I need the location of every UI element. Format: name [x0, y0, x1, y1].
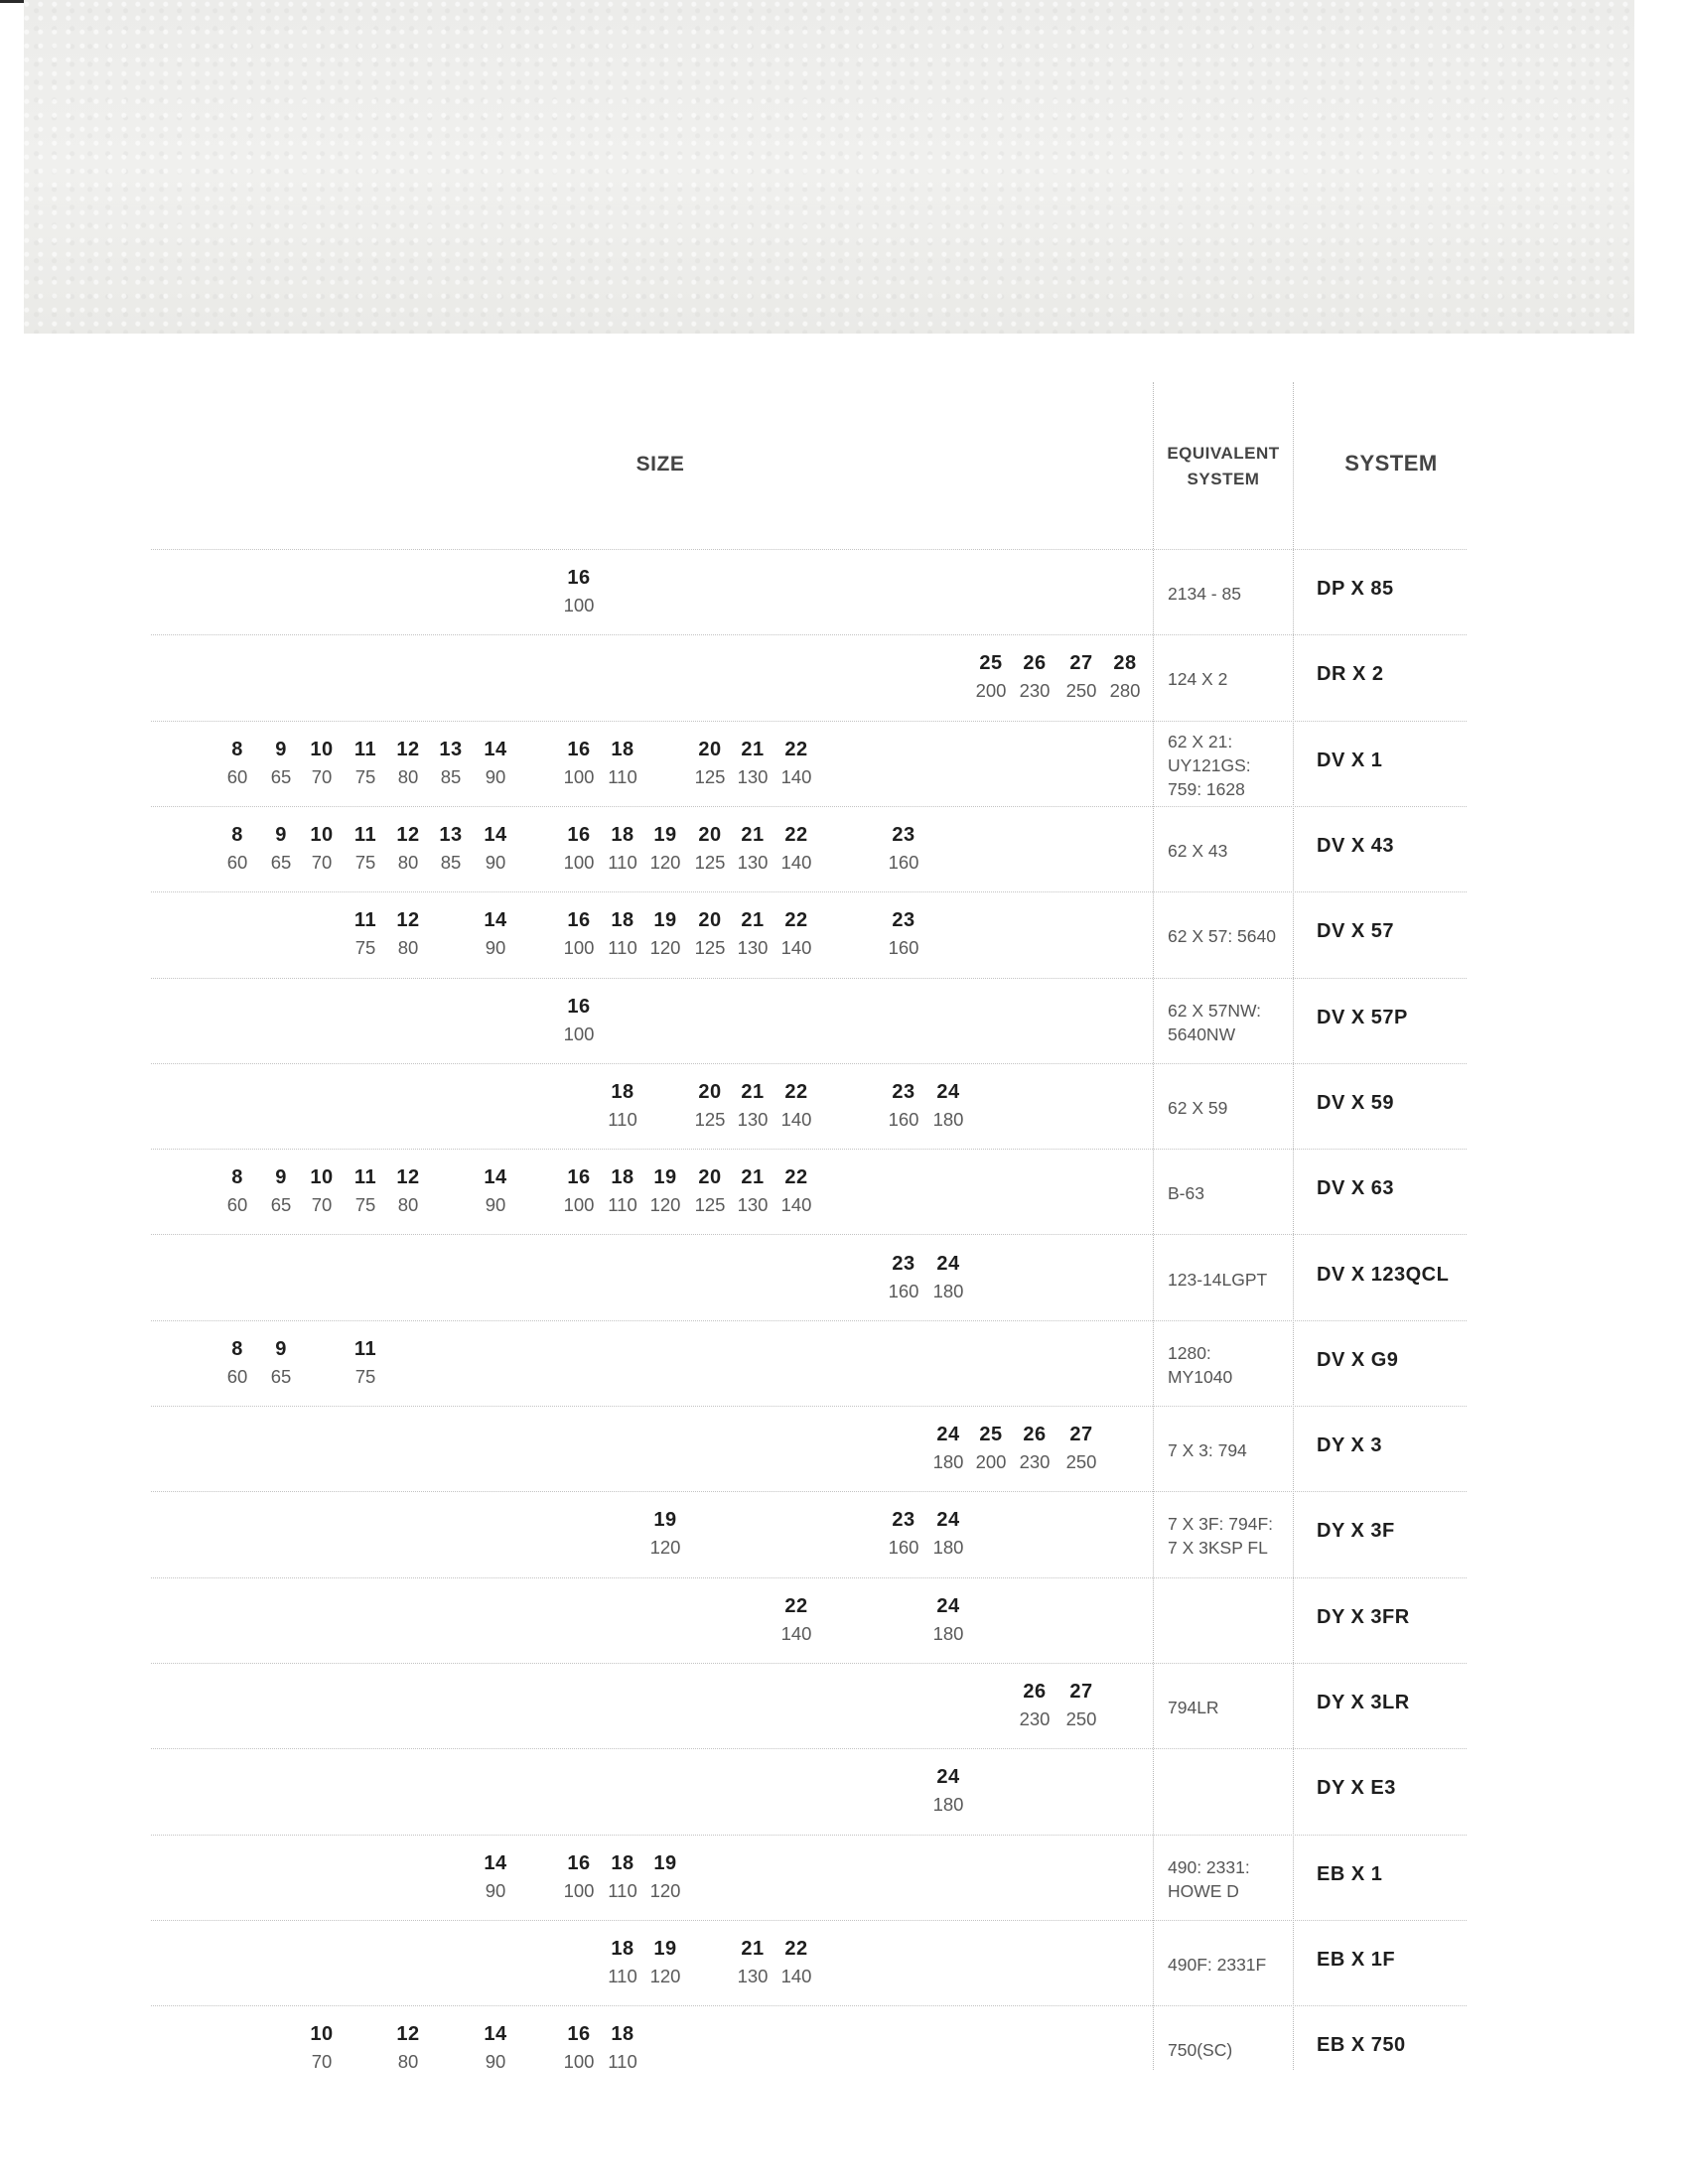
size-number: 18 [611, 1166, 634, 1189]
row-separator [151, 1491, 1467, 1492]
row-separator [151, 549, 1467, 550]
equivalent-line: 62 X 43 [1168, 841, 1228, 862]
size-number: 18 [611, 909, 634, 932]
equivalent-line: 490F: 2331F [1168, 1954, 1267, 1975]
size-cell [469, 910, 522, 958]
size-cell [596, 1082, 649, 1130]
size-metric: 110 [608, 852, 637, 874]
size-number: 16 [567, 909, 591, 932]
size-metric: 130 [737, 765, 769, 787]
system-cell: DV X 57P [1317, 1006, 1408, 1028]
size-cell [552, 997, 606, 1044]
size-cell [638, 1853, 692, 1901]
size-number: 11 [353, 1337, 377, 1360]
size-number: 18 [611, 738, 634, 760]
size-number: 16 [567, 1166, 591, 1189]
size-number: 21 [741, 1937, 765, 1960]
size-cell [921, 1254, 975, 1301]
size-cell [770, 740, 823, 787]
equivalent-system-cell [1168, 1512, 1295, 1560]
equivalent-line: 2134 - 85 [1168, 584, 1241, 605]
size-metric: 125 [694, 937, 726, 959]
size-metric: 65 [270, 1194, 292, 1216]
size-cell [638, 1939, 692, 1986]
row-separator [151, 1577, 1467, 1578]
size-metric: 110 [608, 1108, 637, 1130]
row-separator [151, 1320, 1467, 1321]
header-system: SYSTEM [1344, 451, 1438, 476]
equivalent-line: MY1040 [1168, 1366, 1233, 1387]
size-number: 21 [741, 738, 765, 760]
size-cell [770, 1596, 823, 1644]
size-metric: 130 [737, 937, 769, 959]
size-number: 12 [396, 909, 420, 932]
size-metric: 100 [563, 2051, 595, 2073]
size-metric: 160 [888, 1280, 919, 1301]
size-metric: 180 [932, 1280, 964, 1301]
size-metric: 90 [485, 1194, 506, 1216]
system-cell: DP X 85 [1317, 578, 1394, 601]
size-metric: 85 [440, 852, 462, 874]
size-number: 21 [741, 1080, 765, 1103]
size-metric: 110 [608, 1879, 637, 1901]
size-cell [921, 1082, 975, 1130]
size-number: 28 [1113, 652, 1137, 675]
system-cell: DV X 43 [1317, 835, 1394, 858]
row-separator [151, 806, 1467, 807]
equivalent-line: 750(SC) [1168, 2040, 1233, 2061]
size-cell [254, 1339, 308, 1387]
equivalent-line: 7 X 3F: 794F: [1168, 1514, 1274, 1535]
size-metric: 75 [354, 852, 376, 874]
size-cell [638, 1510, 692, 1558]
system-cell: DY X 3LR [1317, 1692, 1410, 1714]
size-metric: 125 [694, 1108, 726, 1130]
system-cell: DV X G9 [1317, 1348, 1399, 1371]
equivalent-line: 7 X 3KSP FL [1168, 1538, 1268, 1559]
equivalent-line: 490: 2331: [1168, 1856, 1250, 1877]
row-separator [151, 1920, 1467, 1921]
size-metric: 160 [888, 1108, 919, 1130]
size-number: 22 [784, 738, 808, 760]
equivalent-line: HOWE D [1168, 1880, 1239, 1901]
size-number: 14 [484, 909, 507, 932]
row-separator [151, 1063, 1467, 1064]
size-metric: 230 [1019, 680, 1051, 702]
size-number: 22 [784, 1937, 808, 1960]
size-metric: 140 [780, 765, 812, 787]
size-metric: 70 [311, 765, 333, 787]
size-number: 20 [698, 738, 722, 760]
size-metric: 140 [780, 937, 812, 959]
size-metric: 110 [608, 1965, 637, 1986]
size-metric: 60 [226, 1365, 248, 1387]
size-metric: 80 [397, 1194, 419, 1216]
size-metric: 100 [563, 937, 595, 959]
size-metric: 100 [563, 595, 595, 616]
size-metric: 110 [608, 765, 637, 787]
size-cell [770, 1939, 823, 1986]
size-number: 16 [567, 2023, 591, 2046]
size-number: 26 [1023, 1424, 1047, 1446]
size-number: 16 [567, 738, 591, 760]
size-number: 25 [979, 652, 1003, 675]
size-number: 21 [741, 1166, 765, 1189]
size-number: 12 [396, 2023, 420, 2046]
size-number: 23 [892, 909, 915, 932]
size-number: 14 [484, 738, 507, 760]
size-metric: 80 [397, 2051, 419, 2073]
size-metric: 130 [737, 1194, 769, 1216]
size-metric: 160 [888, 1537, 919, 1559]
size-number: 8 [231, 1337, 243, 1360]
size-metric: 90 [485, 1879, 506, 1901]
size-cell [381, 2024, 435, 2072]
size-cell [552, 568, 606, 615]
equivalent-line: 123-14LGPT [1168, 1269, 1268, 1290]
row-separator [151, 1149, 1467, 1150]
size-metric: 125 [694, 765, 726, 787]
equivalent-system-cell [1168, 667, 1295, 691]
size-metric: 65 [270, 765, 292, 787]
size-number: 14 [484, 1851, 507, 1874]
size-cell [877, 910, 930, 958]
size-metric: 160 [888, 852, 919, 874]
size-number: 19 [653, 1166, 677, 1189]
equivalent-system-cell [1168, 1181, 1295, 1205]
equivalent-system-cell [1168, 1438, 1295, 1462]
size-metric: 130 [737, 1108, 769, 1130]
size-number: 22 [784, 1594, 808, 1617]
equivalent-line: 62 X 21: [1168, 731, 1233, 751]
equivalent-system-cell [1168, 2038, 1295, 2062]
size-number: 8 [231, 1166, 243, 1189]
size-metric: 120 [649, 1965, 681, 1986]
size-number: 8 [231, 824, 243, 847]
size-number: 9 [275, 824, 287, 847]
size-cell [1098, 653, 1152, 701]
equivalent-system-cell [1168, 1341, 1295, 1389]
size-number: 21 [741, 824, 765, 847]
system-cell: EB X 750 [1317, 2034, 1406, 2057]
row-separator [151, 1234, 1467, 1235]
size-metric: 180 [932, 1108, 964, 1130]
size-number: 24 [936, 1252, 960, 1275]
size-metric: 60 [226, 1194, 248, 1216]
size-cell [381, 910, 435, 958]
size-number: 19 [653, 909, 677, 932]
size-number: 24 [936, 1424, 960, 1446]
size-metric: 100 [563, 1023, 595, 1044]
row-separator [151, 1748, 1467, 1749]
equivalent-system-cell [1168, 924, 1295, 948]
equivalent-line: 7 X 3: 794 [1168, 1440, 1247, 1461]
row-separator [151, 721, 1467, 722]
size-number: 20 [698, 909, 722, 932]
size-metric: 90 [485, 765, 506, 787]
size-metric: 100 [563, 1194, 595, 1216]
size-number: 10 [310, 1166, 334, 1189]
size-metric: 120 [649, 1879, 681, 1901]
size-number: 8 [231, 738, 243, 760]
system-cell: EB X 1F [1317, 1948, 1396, 1971]
row-separator [151, 978, 1467, 979]
size-number: 27 [1069, 652, 1093, 675]
size-metric: 75 [354, 765, 376, 787]
size-cell [596, 2024, 649, 2072]
equivalent-line: 1280: [1168, 1342, 1211, 1363]
size-metric: 65 [270, 852, 292, 874]
system-cell: DR X 2 [1317, 663, 1384, 686]
size-number: 23 [892, 1080, 915, 1103]
size-number: 19 [653, 824, 677, 847]
size-cell [770, 1082, 823, 1130]
size-number: 24 [936, 1594, 960, 1617]
size-metric: 140 [780, 852, 812, 874]
size-cell [1008, 653, 1061, 701]
size-metric: 100 [563, 852, 595, 874]
size-number: 21 [741, 909, 765, 932]
size-number: 11 [353, 824, 377, 847]
size-metric: 60 [226, 765, 248, 787]
equivalent-system-cell [1168, 999, 1295, 1046]
size-number: 13 [439, 738, 463, 760]
size-number: 13 [439, 824, 463, 847]
size-metric: 100 [563, 1879, 595, 1901]
size-cell [1008, 1425, 1061, 1472]
size-metric: 110 [608, 2051, 637, 2073]
equivalent-line: 124 X 2 [1168, 669, 1228, 690]
row-separator [151, 891, 1467, 892]
size-metric: 125 [694, 1194, 726, 1216]
size-number: 9 [275, 1337, 287, 1360]
equivalent-line: 794LR [1168, 1698, 1219, 1718]
size-number: 23 [892, 1509, 915, 1532]
size-number: 20 [698, 1080, 722, 1103]
equivalent-line: UY121GS: [1168, 754, 1251, 775]
size-metric: 180 [932, 1622, 964, 1644]
size-metric: 250 [1065, 680, 1097, 702]
size-cell [339, 1339, 392, 1387]
equivalent-system-cell [1168, 1096, 1295, 1120]
size-number: 27 [1069, 1681, 1093, 1704]
size-number: 16 [567, 567, 591, 590]
size-metric: 70 [311, 2051, 333, 2073]
size-metric: 140 [780, 1622, 812, 1644]
header-size: SIZE [635, 453, 685, 476]
equivalent-system-cell [1168, 730, 1295, 801]
size-cell [1055, 1425, 1108, 1472]
size-cell [921, 1767, 975, 1815]
size-metric: 250 [1065, 1708, 1097, 1730]
size-number: 16 [567, 995, 591, 1018]
equivalent-system-cell [1168, 839, 1295, 863]
size-cell [921, 1596, 975, 1644]
size-number: 10 [310, 824, 334, 847]
size-cell [596, 740, 649, 787]
size-metric: 180 [932, 1537, 964, 1559]
size-metric: 200 [975, 680, 1007, 702]
equivalent-system-cell [1168, 582, 1295, 606]
size-metric: 110 [608, 1194, 637, 1216]
system-cell: DY X 3FR [1317, 1605, 1410, 1628]
equivalent-line: 62 X 57: 5640 [1168, 926, 1276, 947]
size-number: 9 [275, 738, 287, 760]
size-metric: 70 [311, 1194, 333, 1216]
size-metric: 75 [354, 1194, 376, 1216]
size-number: 18 [611, 824, 634, 847]
size-cell [877, 825, 930, 873]
size-number: 22 [784, 824, 808, 847]
size-number: 18 [611, 1937, 634, 1960]
equivalent-line: 62 X 57NW: [1168, 1000, 1262, 1021]
size-metric: 110 [608, 937, 637, 959]
size-number: 24 [936, 1080, 960, 1103]
header-equivalent-system: EQUIVALENT SYSTEM [1167, 444, 1280, 488]
equivalent-line: 62 X 59 [1168, 1097, 1228, 1118]
size-number: 24 [936, 1766, 960, 1789]
size-number: 25 [979, 1424, 1003, 1446]
size-number: 10 [310, 2023, 334, 2046]
size-metric: 80 [397, 852, 419, 874]
size-number: 22 [784, 909, 808, 932]
row-separator [151, 1663, 1467, 1664]
size-number: 19 [653, 1851, 677, 1874]
size-cell [770, 910, 823, 958]
size-metric: 70 [311, 852, 333, 874]
size-number: 22 [784, 1080, 808, 1103]
size-cell [469, 825, 522, 873]
size-metric: 130 [737, 852, 769, 874]
size-number: 9 [275, 1166, 287, 1189]
size-number: 12 [396, 1166, 420, 1189]
equivalent-system-cell [1168, 1696, 1295, 1719]
size-metric: 80 [397, 937, 419, 959]
size-metric: 200 [975, 1451, 1007, 1473]
size-number: 14 [484, 1166, 507, 1189]
size-number: 14 [484, 2023, 507, 2046]
size-number: 18 [611, 1080, 634, 1103]
row-separator [151, 634, 1467, 635]
size-number: 24 [936, 1509, 960, 1532]
size-cell [1008, 1682, 1061, 1729]
size-metric: 90 [485, 852, 506, 874]
size-number: 18 [611, 1851, 634, 1874]
size-metric: 90 [485, 2051, 506, 2073]
size-metric: 140 [780, 1194, 812, 1216]
size-metric: 250 [1065, 1451, 1097, 1473]
size-metric: 120 [649, 1537, 681, 1559]
size-cell [469, 2024, 522, 2072]
size-number: 19 [653, 1509, 677, 1532]
size-number: 23 [892, 1252, 915, 1275]
size-metric: 120 [649, 1194, 681, 1216]
size-metric: 65 [270, 1365, 292, 1387]
size-number: 20 [698, 824, 722, 847]
size-number: 22 [784, 1166, 808, 1189]
system-cell: DV X 123QCL [1317, 1263, 1450, 1286]
row-separator [151, 1406, 1467, 1407]
system-cell: DY X E3 [1317, 1777, 1396, 1800]
size-number: 10 [310, 738, 334, 760]
size-metric: 280 [1109, 680, 1141, 702]
size-metric: 140 [780, 1108, 812, 1130]
size-number: 27 [1069, 1424, 1093, 1446]
size-cell [469, 1167, 522, 1215]
size-number: 12 [396, 738, 420, 760]
equivalent-line: 5640NW [1168, 1024, 1236, 1044]
size-cell [381, 1167, 435, 1215]
size-number: 23 [892, 824, 915, 847]
size-number: 16 [567, 824, 591, 847]
size-number: 20 [698, 1166, 722, 1189]
size-number: 18 [611, 2023, 634, 2046]
equivalent-line: 759: 1628 [1168, 778, 1245, 799]
size-number: 19 [653, 1937, 677, 1960]
equivalent-system-cell [1168, 1855, 1295, 1903]
size-metric: 90 [485, 937, 506, 959]
equivalent-line: B-63 [1168, 1183, 1204, 1204]
system-cell: DV X 59 [1317, 1091, 1394, 1114]
system-cell: DY X 3F [1317, 1520, 1395, 1543]
size-metric: 125 [694, 852, 726, 874]
size-cell [770, 825, 823, 873]
size-cell [469, 1853, 522, 1901]
size-cell [921, 1510, 975, 1558]
size-cell [295, 2024, 349, 2072]
system-cell: DV X 1 [1317, 749, 1383, 771]
system-cell: DV X 57 [1317, 920, 1394, 943]
size-metric: 140 [780, 1965, 812, 1986]
size-number: 11 [353, 1166, 377, 1189]
size-metric: 75 [354, 937, 376, 959]
size-number: 12 [396, 824, 420, 847]
size-metric: 180 [932, 1451, 964, 1473]
size-metric: 120 [649, 937, 681, 959]
size-number: 14 [484, 824, 507, 847]
size-metric: 120 [649, 852, 681, 874]
size-cell [1055, 1682, 1108, 1729]
system-cell: DV X 63 [1317, 1177, 1394, 1200]
size-number: 11 [353, 909, 377, 932]
row-separator [151, 1835, 1467, 1836]
equivalent-system-cell [1168, 1268, 1295, 1292]
row-separator [151, 2005, 1467, 2006]
size-metric: 85 [440, 765, 462, 787]
size-number: 26 [1023, 652, 1047, 675]
size-number: 11 [353, 738, 377, 760]
size-number: 26 [1023, 1681, 1047, 1704]
size-metric: 75 [354, 1365, 376, 1387]
size-number: 16 [567, 1851, 591, 1874]
size-cell [770, 1167, 823, 1215]
equivalent-system-cell [1168, 1953, 1295, 1977]
size-cell [469, 740, 522, 787]
size-metric: 160 [888, 937, 919, 959]
size-metric: 100 [563, 765, 595, 787]
system-cell: EB X 1 [1317, 1862, 1383, 1885]
size-metric: 230 [1019, 1708, 1051, 1730]
size-metric: 180 [932, 1794, 964, 1816]
size-metric: 130 [737, 1965, 769, 1986]
size-metric: 80 [397, 765, 419, 787]
size-metric: 230 [1019, 1451, 1051, 1473]
size-metric: 60 [226, 852, 248, 874]
system-cell: DY X 3 [1317, 1434, 1382, 1457]
